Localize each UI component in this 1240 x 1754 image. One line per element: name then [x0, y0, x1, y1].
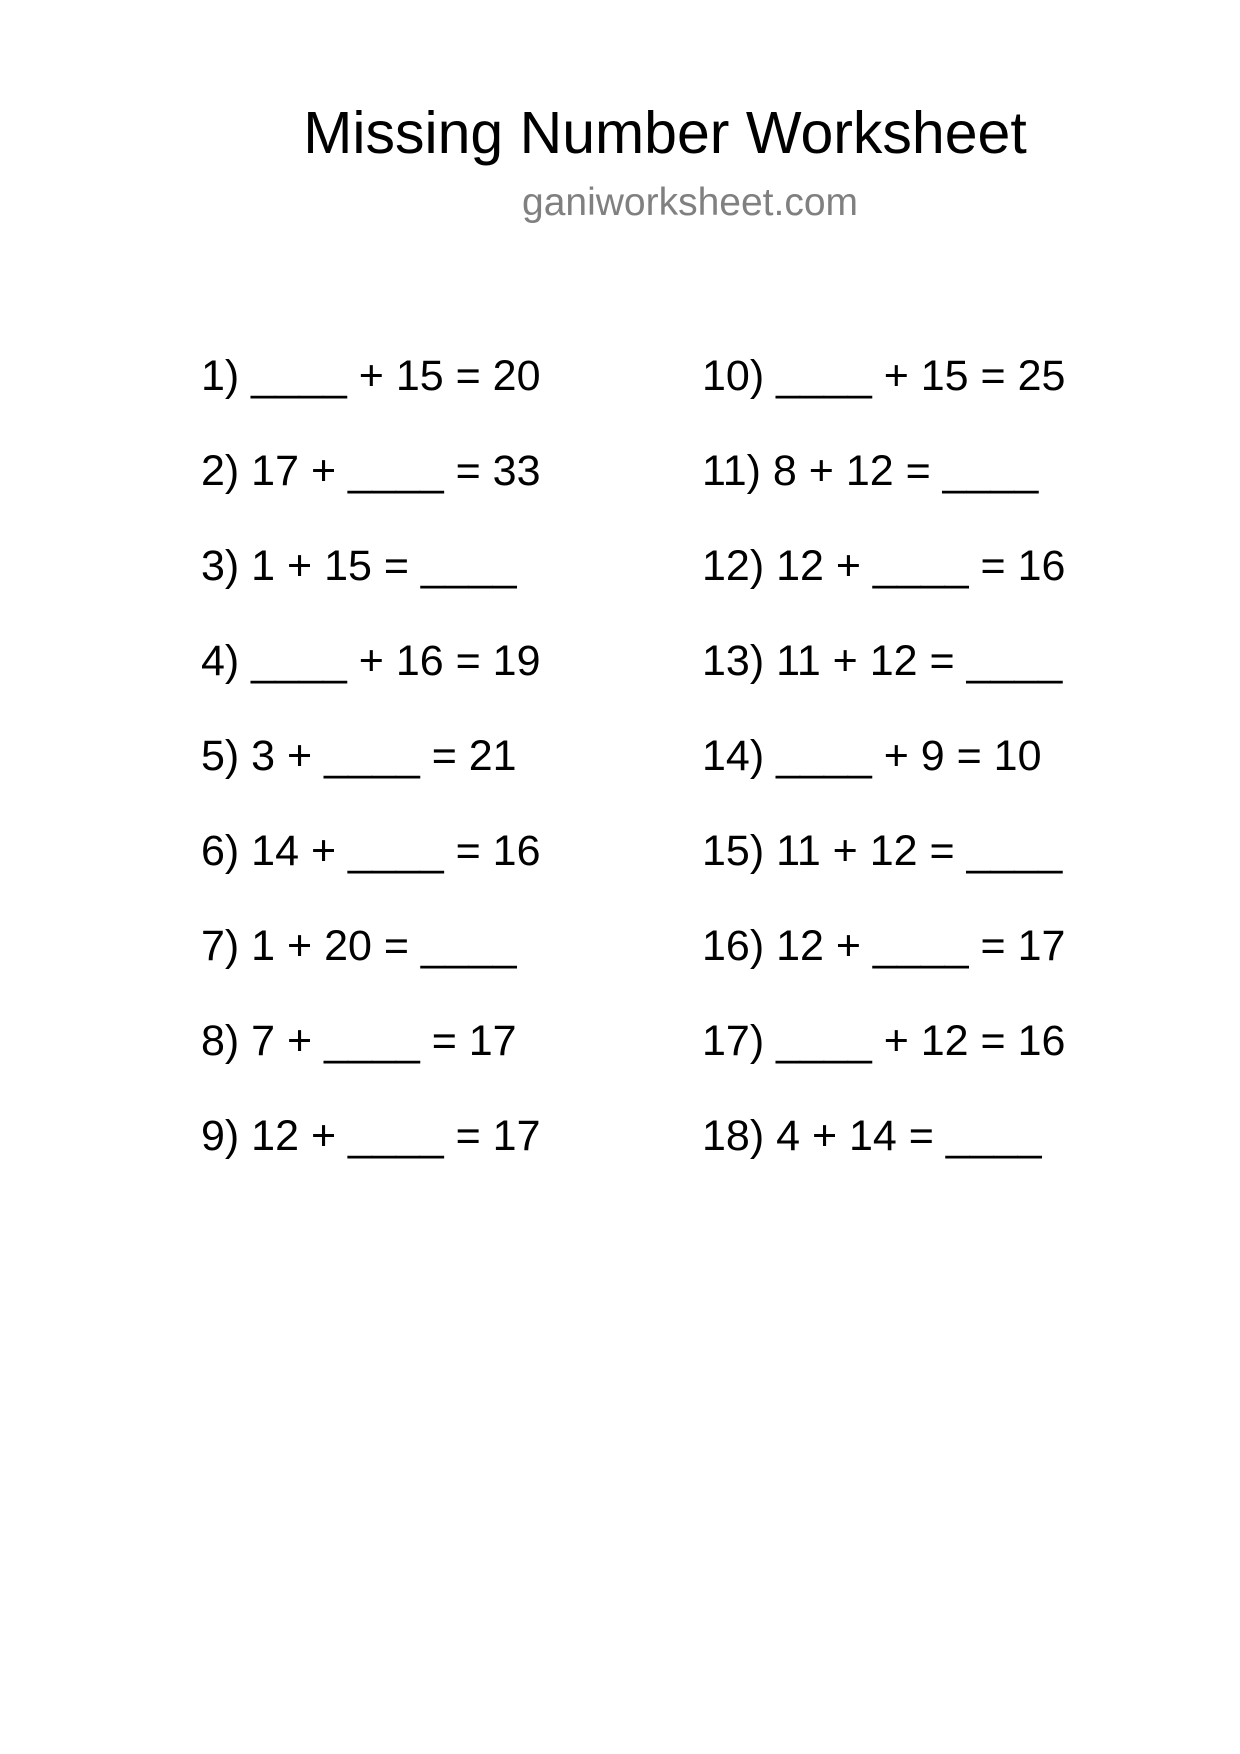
website-subtitle: ganiworksheet.com — [522, 181, 858, 224]
problem-item: 5) 3 + ____ = 21 — [201, 732, 517, 780]
problem-item: 14) ____ + 9 = 10 — [702, 732, 1042, 780]
problem-item: 9) 12 + ____ = 17 — [201, 1112, 541, 1160]
problems-left-column — [201, 350, 541, 1205]
problem-item: 18) 4 + 14 = ____ — [702, 1112, 1042, 1160]
problem-item: 16) 12 + ____ = 17 — [702, 922, 1066, 970]
problems-right-column — [702, 350, 1065, 1205]
problem-item: 13) 11 + 12 = ____ — [702, 637, 1063, 685]
problem-item: 12) 12 + ____ = 16 — [702, 542, 1066, 590]
worksheet-title: Missing Number Worksheet — [303, 100, 1027, 166]
problem-item: 15) 11 + 12 = ____ — [702, 827, 1063, 875]
problem-item: 11) 8 + 12 = ____ — [702, 447, 1039, 495]
problem-item: 7) 1 + 20 = ____ — [201, 922, 517, 970]
problem-item: 4) ____ + 16 = 19 — [201, 637, 541, 685]
problem-item: 17) ____ + 12 = 16 — [702, 1017, 1066, 1065]
problem-item: 1) ____ + 15 = 20 — [201, 352, 541, 400]
problem-item: 3) 1 + 15 = ____ — [201, 542, 517, 590]
problem-item: 8) 7 + ____ = 17 — [201, 1017, 517, 1065]
problem-item: 2) 17 + ____ = 33 — [201, 447, 541, 495]
problem-item: 6) 14 + ____ = 16 — [201, 827, 541, 875]
problem-item: 10) ____ + 15 = 25 — [702, 352, 1066, 400]
